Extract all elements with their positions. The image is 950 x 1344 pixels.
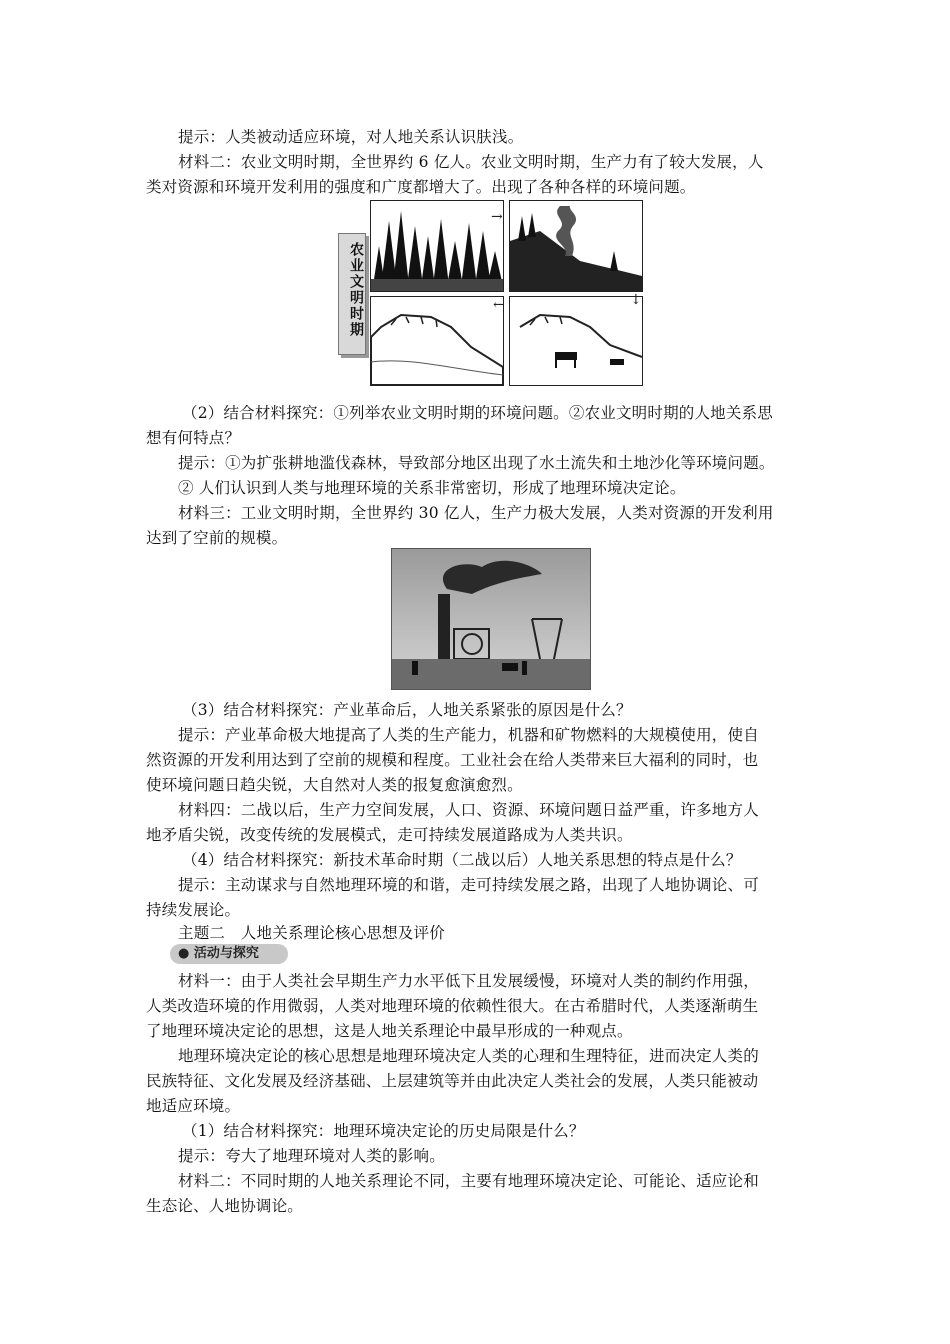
text-line: 提示：产业革命极大地提高了人类的生产能力，机器和矿物燃料的大规模使用，使自 bbox=[178, 726, 759, 744]
text-line: 材料三：工业文明时期，全世界约 30 亿人，生产力极大发展，人类对资源的开发利用 bbox=[178, 504, 774, 522]
text-line: 类对资源和环境开发利用的强度和广度都增大了。出现了各种各样的环境问题。 bbox=[146, 178, 696, 196]
text-line: （4）结合材料探究：新技术革命时期（二战以后）人地关系思想的特点是什么？ bbox=[182, 851, 742, 869]
arrow-down-icon: ↓ bbox=[630, 292, 642, 308]
text-line: 提示：夸大了地理环境对人类的影响。 bbox=[178, 1147, 445, 1165]
text-line: （2）结合材料探究：①列举农业文明时期的环境问题。②农业文明时期的人地关系思 bbox=[182, 404, 773, 422]
text-line: 人类改造环境的作用微弱，人类对地理环境的依赖性很大。在古希腊时代，人类逐渐萌生 bbox=[146, 997, 759, 1015]
text-line: 了地理环境决定论的思想，这是人地关系理论中最早形成的一种观点。 bbox=[146, 1022, 633, 1040]
activity-badge: ● 活动与探究 bbox=[170, 944, 288, 964]
text-line: 提示：人类被动适应环境，对人地关系认识肤浅。 bbox=[178, 128, 524, 146]
arrow-right-icon: → bbox=[491, 209, 503, 225]
text-line: ② 人们认识到人类与地理环境的关系非常密切，形成了地理环境决定论。 bbox=[178, 479, 686, 497]
agricultural-era-figure bbox=[338, 198, 648, 388]
text-line: （1）结合材料探究：地理环境决定论的历史局限是什么？ bbox=[182, 1122, 585, 1140]
text-line: 地适应环境。 bbox=[146, 1097, 241, 1115]
text-line: 地理环境决定论的核心思想是地理环境决定人类的心理和生理特征，进而决定人类的 bbox=[178, 1047, 759, 1065]
grazing-animals-panel bbox=[509, 296, 643, 386]
text-line: （3）结合材料探究：产业革命后，人地关系紧张的原因是什么？ bbox=[182, 701, 632, 719]
text-line: 达到了空前的规模。 bbox=[146, 529, 288, 547]
text-line: 提示：①为扩张耕地滥伐森林，导致部分地区出现了水土流失和土地沙化等环境问题。 bbox=[178, 454, 775, 472]
text-line: 民族特征、文化发展及经济基础、上层建筑等并由此决定人类社会的发展，人类只能被动 bbox=[146, 1072, 759, 1090]
arrow-left-icon: ← bbox=[493, 297, 505, 313]
text-line: 材料二：农业文明时期，全世界约 6 亿人。农业文明时期，生产力有了较大发展，人 bbox=[178, 153, 764, 171]
text-line: 地矛盾尖锐，改变传统的发展模式，走可持续发展道路成为人类共识。 bbox=[146, 826, 633, 844]
text-line: 持续发展论。 bbox=[146, 901, 241, 919]
section-heading: 主题二 人地关系理论核心思想及评价 bbox=[178, 924, 445, 942]
eroded-hills-panel bbox=[370, 296, 504, 386]
text-line: 材料二：不同时期的人地关系理论不同，主要有地理环境决定论、可能论、适应论和 bbox=[178, 1172, 759, 1190]
text-line: 想有何特点？ bbox=[146, 429, 241, 447]
forest-panel bbox=[370, 200, 504, 292]
industrial-era-picture bbox=[391, 548, 591, 690]
text-line: 生态论、人地协调论。 bbox=[146, 1197, 304, 1215]
text-line: 使环境问题日趋尖锐，大自然对人类的报复愈演愈烈。 bbox=[146, 776, 523, 794]
text-line: 材料四：二战以后，生产力空间发展，人口、资源、环境问题日益严重，许多地方人 bbox=[178, 801, 759, 819]
logging-smoke-panel bbox=[509, 200, 643, 292]
text-line: 然资源的开发利用达到了空前的规模和程度。工业社会在给人类带来巨大福利的同时，也 bbox=[146, 751, 759, 769]
text-line: 材料一：由于人类社会早期生产力水平低下且发展缓慢，环境对人类的制约作用强， bbox=[178, 972, 759, 990]
text-line: 提示：主动谋求与自然地理环境的和谐，走可持续发展之路，出现了人地协调论、可 bbox=[178, 876, 759, 894]
figure-vertical-label: 农业文明时期 bbox=[338, 233, 366, 355]
